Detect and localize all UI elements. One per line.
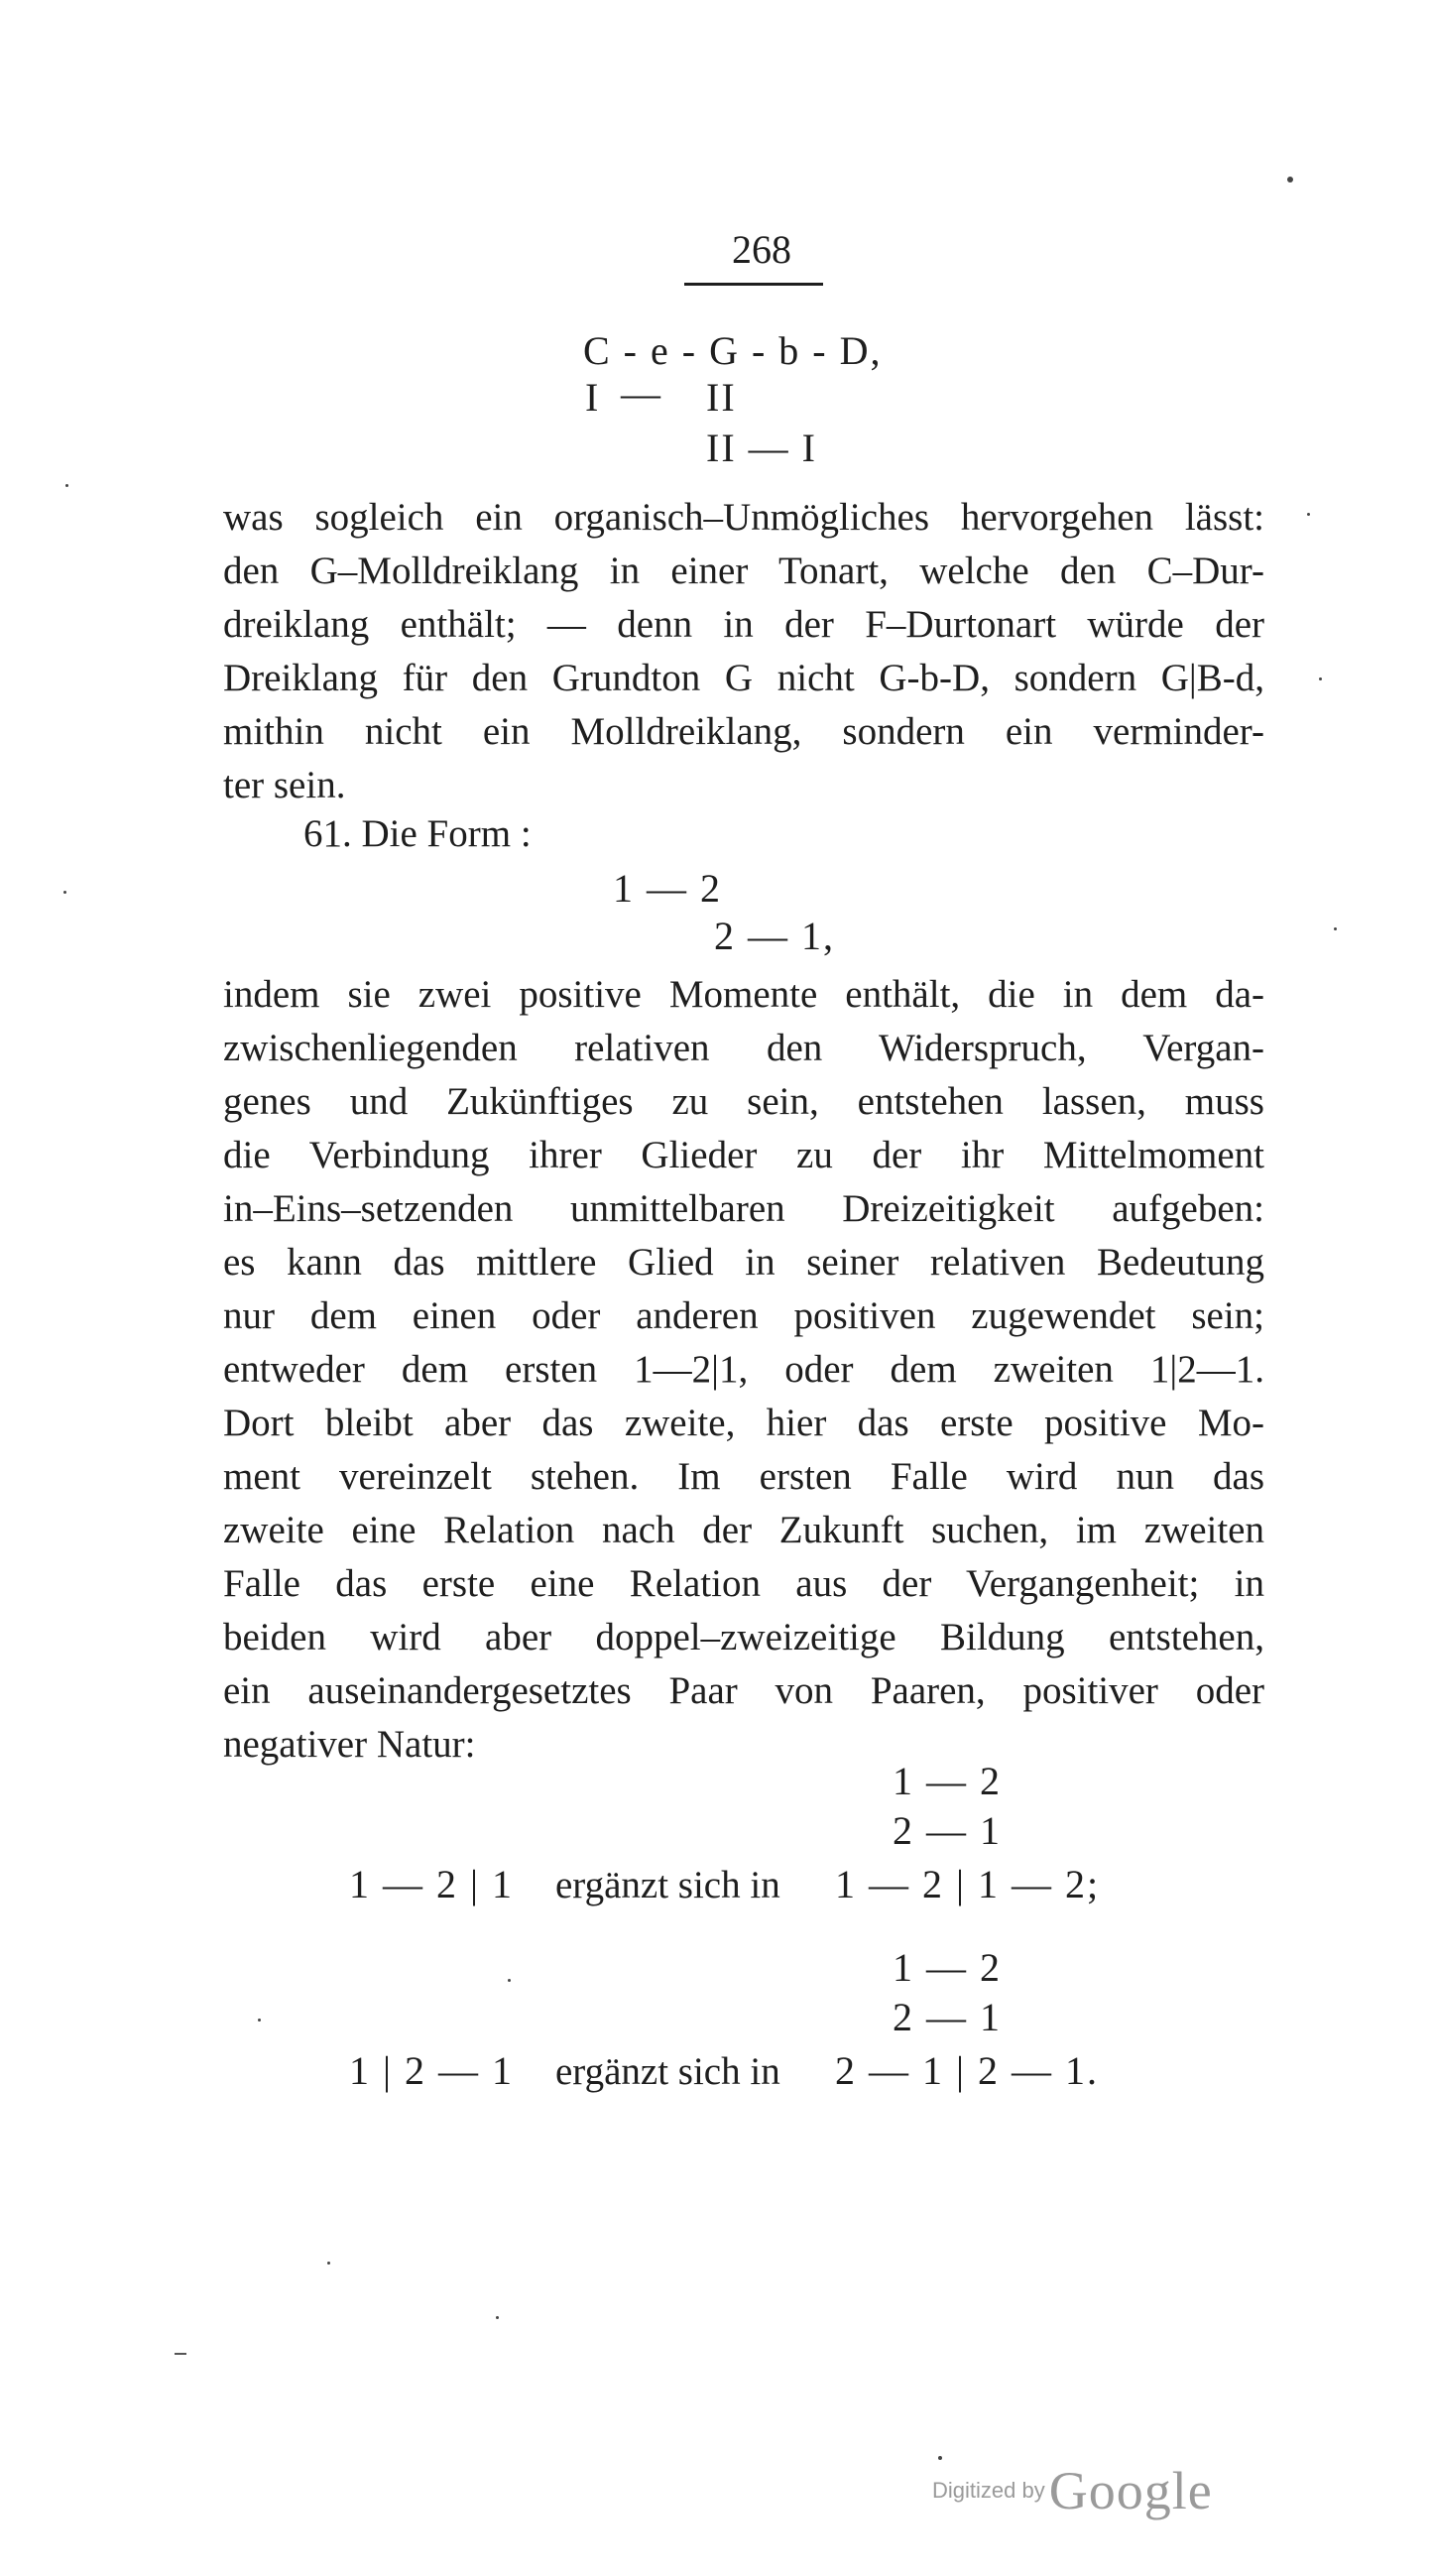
paragraph-2-line: zwischenliegenden relativen den Widerspruch, Vergan- <box>223 1027 1264 1069</box>
watermark-small-text: Digitized by <box>932 2478 1045 2503</box>
paragraph-2-line: die Verbindung ihrer Glieder zu der ihr Mittelmoment <box>223 1134 1264 1176</box>
page-number-rule <box>684 283 823 286</box>
example-1-top1: 1 — 2 <box>893 1759 1002 1803</box>
formula-top-row3: II — I <box>706 426 817 470</box>
paragraph-2-line: ment vereinzelt stehen. Im ersten Falle wird nun das <box>223 1455 1264 1498</box>
paragraph-2-line: in–Eins–setzenden unmittelbaren Dreizeitigkeit aufgeben: <box>223 1187 1264 1230</box>
example-1-middle: ergänzt sich in <box>555 1864 780 1906</box>
section-heading: 61. Die Form : <box>303 812 532 855</box>
scan-speck <box>327 2262 330 2265</box>
paragraph-2-line: genes und Zukünftiges zu sein, entstehen lassen, muss <box>223 1080 1264 1123</box>
scan-speck <box>1319 677 1322 680</box>
paragraph-2-line: negativer Natur: <box>223 1723 476 1766</box>
scan-speck <box>65 484 68 487</box>
example-2-top1: 1 — 2 <box>893 1945 1002 1990</box>
paragraph-2-line: entweder dem ersten 1—2|1, oder dem zweiten 1|2—1. <box>223 1348 1264 1391</box>
paragraph-1-line: dreiklang enthält; — denn in der F–Durtonart würde der <box>223 603 1264 646</box>
paragraph-2-line: es kann das mittlere Glied in seiner relativen Bedeutung <box>223 1241 1264 1284</box>
paragraph-1-line: Dreiklang für den Grundton G nicht G-b-D, sondern G|B-d, <box>223 657 1264 699</box>
scan-speck <box>1287 177 1293 183</box>
formula-top-row2-left: I <box>585 375 601 420</box>
example-2-middle: ergänzt sich in <box>555 2050 780 2093</box>
scan-speck <box>1334 927 1337 930</box>
scan-speck <box>1307 513 1310 516</box>
formula-top-row2-dash: — <box>621 371 662 416</box>
paragraph-1-line: ter sein. <box>223 764 346 806</box>
example-1-right: 1 — 2 | 1 — 2; <box>835 1862 1101 1906</box>
paragraph-2-line: ein auseinandergesetztes Paar von Paaren, positiver oder <box>223 1669 1264 1712</box>
paragraph-2-line: Falle das erste eine Relation aus der Vergangenheit; in <box>223 1562 1264 1605</box>
scan-speck <box>496 2316 499 2319</box>
formula-top-row1: C - e - G - b - D, <box>583 328 883 373</box>
scan-speck <box>508 1979 511 1982</box>
paragraph-1-line: den G–Molldreiklang in einer Tonart, welche den C–Dur- <box>223 550 1264 592</box>
paragraph-2-line: zweite eine Relation nach der Zukunft suchen, im zweiten <box>223 1509 1264 1551</box>
paragraph-1-line: mithin nicht ein Molldreiklang, sondern ein verminder- <box>223 710 1264 753</box>
watermark-google-text: Google <box>1048 2461 1213 2520</box>
example-1-left: 1 — 2 | 1 <box>349 1862 515 1906</box>
paragraph-2-line: beiden wird aber doppel–zweizeitige Bildung entstehen, <box>223 1616 1264 1658</box>
page-number: 268 <box>732 227 791 272</box>
formula-mid-row2: 2 — 1, <box>714 914 835 958</box>
formula-mid-row1: 1 — 2 <box>613 866 722 911</box>
scan-speck <box>63 891 66 894</box>
example-2-right: 2 — 1 | 2 — 1. <box>835 2048 1100 2093</box>
paragraph-2-line: Dort bleibt aber das zweite, hier das erste positive Mo- <box>223 1402 1264 1444</box>
scan-speck <box>175 2353 186 2355</box>
paragraph-2-line: nur dem einen oder anderen positiven zugewendet sein; <box>223 1294 1264 1337</box>
paragraph-2 <box>223 968 1264 1772</box>
scan-speck <box>258 2019 261 2022</box>
example-1-top2: 2 — 1 <box>893 1808 1002 1853</box>
paragraph-1 <box>223 491 1264 812</box>
paragraph-2-line: indem sie zwei positive Momente enthält, die in dem da- <box>223 973 1264 1016</box>
example-2-top2: 2 — 1 <box>893 1995 1002 2039</box>
digitized-by-google-watermark <box>932 2460 1213 2521</box>
example-2-left: 1 | 2 — 1 <box>349 2048 515 2093</box>
formula-top-row2-right: II <box>706 375 737 420</box>
paragraph-1-line: was sogleich ein organisch–Unmögliches hervorgehen lässt: <box>223 496 1264 539</box>
